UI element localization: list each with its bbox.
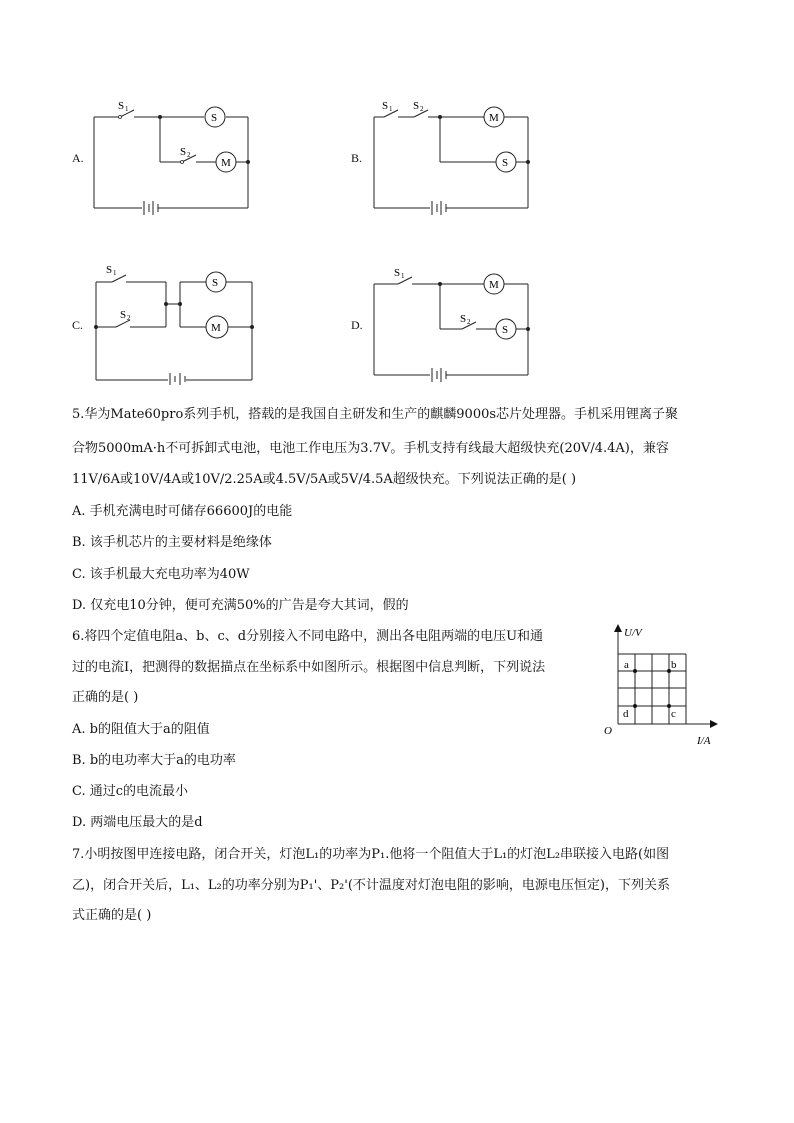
circuit-b-s1: S	[382, 100, 389, 112]
circuit-b-s1-sub: 1	[389, 105, 393, 113]
circuit-a-m-symbol: M	[221, 157, 231, 169]
q5-line-2: 合物5000mA·h不可拆卸式电池，电池工作电压为3.7V。手机支持有线最大超级快充(20V/4.4A)，兼容	[72, 441, 669, 456]
q6-label-d: d	[623, 708, 629, 720]
circuit-d-s-symbol: S	[502, 324, 509, 336]
q6-point-a	[633, 669, 637, 673]
q6-y-label: U/V	[624, 627, 642, 639]
q6-line-2: 过的电流I，把测得的数据描点在坐标系中如图所示。根据图中信息判断，下列说法	[72, 660, 546, 675]
circuit-c-s1-sub: 1	[113, 269, 117, 277]
q5-option-b: B. 该手机芯片的主要材料是绝缘体	[72, 535, 272, 550]
q6-origin-label: O	[604, 725, 612, 737]
q6-point-d	[633, 704, 637, 708]
circuit-a-diagram	[90, 95, 260, 215]
q5-option-c: C. 该手机最大充电功率为40W	[72, 567, 250, 582]
q6-option-b: B. b的电功率大于a的电功率	[72, 753, 236, 768]
circuit-b-label: B.	[351, 151, 363, 165]
circuit-d-m-symbol: M	[489, 279, 499, 291]
circuit-b-m-symbol: M	[489, 112, 499, 124]
circuit-c-diagram	[90, 260, 265, 385]
q7-line-1: 7.小明按图甲连接电路，闭合开关，灯泡L₁的功率为P₁.他将一个阻值大于L₁的灯泡L₂串联接入电路(如图	[72, 847, 670, 862]
circuit-b-diagram	[370, 95, 540, 215]
circuit-d-diagram	[370, 262, 540, 384]
q7-line-2: 乙)，闭合开关后，L₁、L₂的功率分别为P₁'、P₂'(不计温度对灯泡电阻的影响，电源电压恒定)，下列关系	[72, 878, 670, 893]
q6-option-c: C. 通过c的电流最小	[72, 784, 189, 799]
circuit-d-s2-sub: 2	[467, 318, 471, 326]
q6-option-d: D. 两端电压最大的是d	[72, 815, 203, 830]
circuit-d-s2: S	[460, 313, 467, 325]
circuit-b-s2-sub: 2	[420, 105, 424, 113]
q5-line-1: 5.华为Mate60pro系列手机，搭载的是我国自主研发和生产的麒麟9000s芯片处理器。手机采用锂离子聚	[72, 407, 679, 422]
circuit-b-s-symbol: S	[502, 157, 509, 169]
q6-label-b: b	[671, 659, 677, 671]
circuit-c-m-symbol: M	[211, 322, 221, 334]
q5-line-3: 11V/6A或10V/4A或10V/2.25A或4.5V/5A或5V/4.5A超级快充。下列说法正确的是( )	[72, 472, 577, 487]
q6-label-a: a	[624, 659, 629, 671]
q5-option-d: D. 仅充电10分钟，便可充满50%的广告是夸大其词，假的	[72, 598, 409, 613]
circuit-a-s2-sub: 2	[187, 151, 191, 159]
circuit-a-s1-sub: 1	[125, 105, 129, 113]
q5-option-a: A. 手机充满电时可储存66600J的电能	[72, 504, 293, 519]
circuit-c-s1: S	[106, 264, 113, 276]
circuit-c-label: C.	[72, 318, 84, 332]
circuit-a-s-symbol: S	[211, 112, 218, 124]
circuit-a-s2: S	[180, 146, 187, 158]
q6-line-1: 6.将四个定值电阻a、b、c、d分别接入不同电路中，测出各电阻两端的电压U和通	[72, 629, 544, 644]
circuit-a-s1: S	[118, 100, 125, 112]
q6-label-c: c	[671, 708, 676, 720]
circuit-a-label: A.	[72, 151, 84, 165]
q6-option-a: A. b的阻值大于a的阻值	[72, 722, 210, 737]
circuit-d-label: D.	[351, 318, 363, 332]
circuit-d-s1-sub: 1	[401, 272, 405, 280]
circuit-c-s-symbol: S	[212, 277, 219, 289]
q6-x-label: I/A	[697, 735, 711, 747]
circuit-c-s2-sub: 2	[127, 314, 131, 322]
circuit-c-s2: S	[120, 309, 127, 321]
q7-line-3: 式正确的是( )	[72, 908, 152, 923]
circuit-b-s2: S	[413, 100, 420, 112]
circuit-d-s1: S	[394, 267, 401, 279]
q6-line-3: 正确的是( )	[72, 690, 139, 705]
q6-ui-graph	[598, 620, 724, 748]
